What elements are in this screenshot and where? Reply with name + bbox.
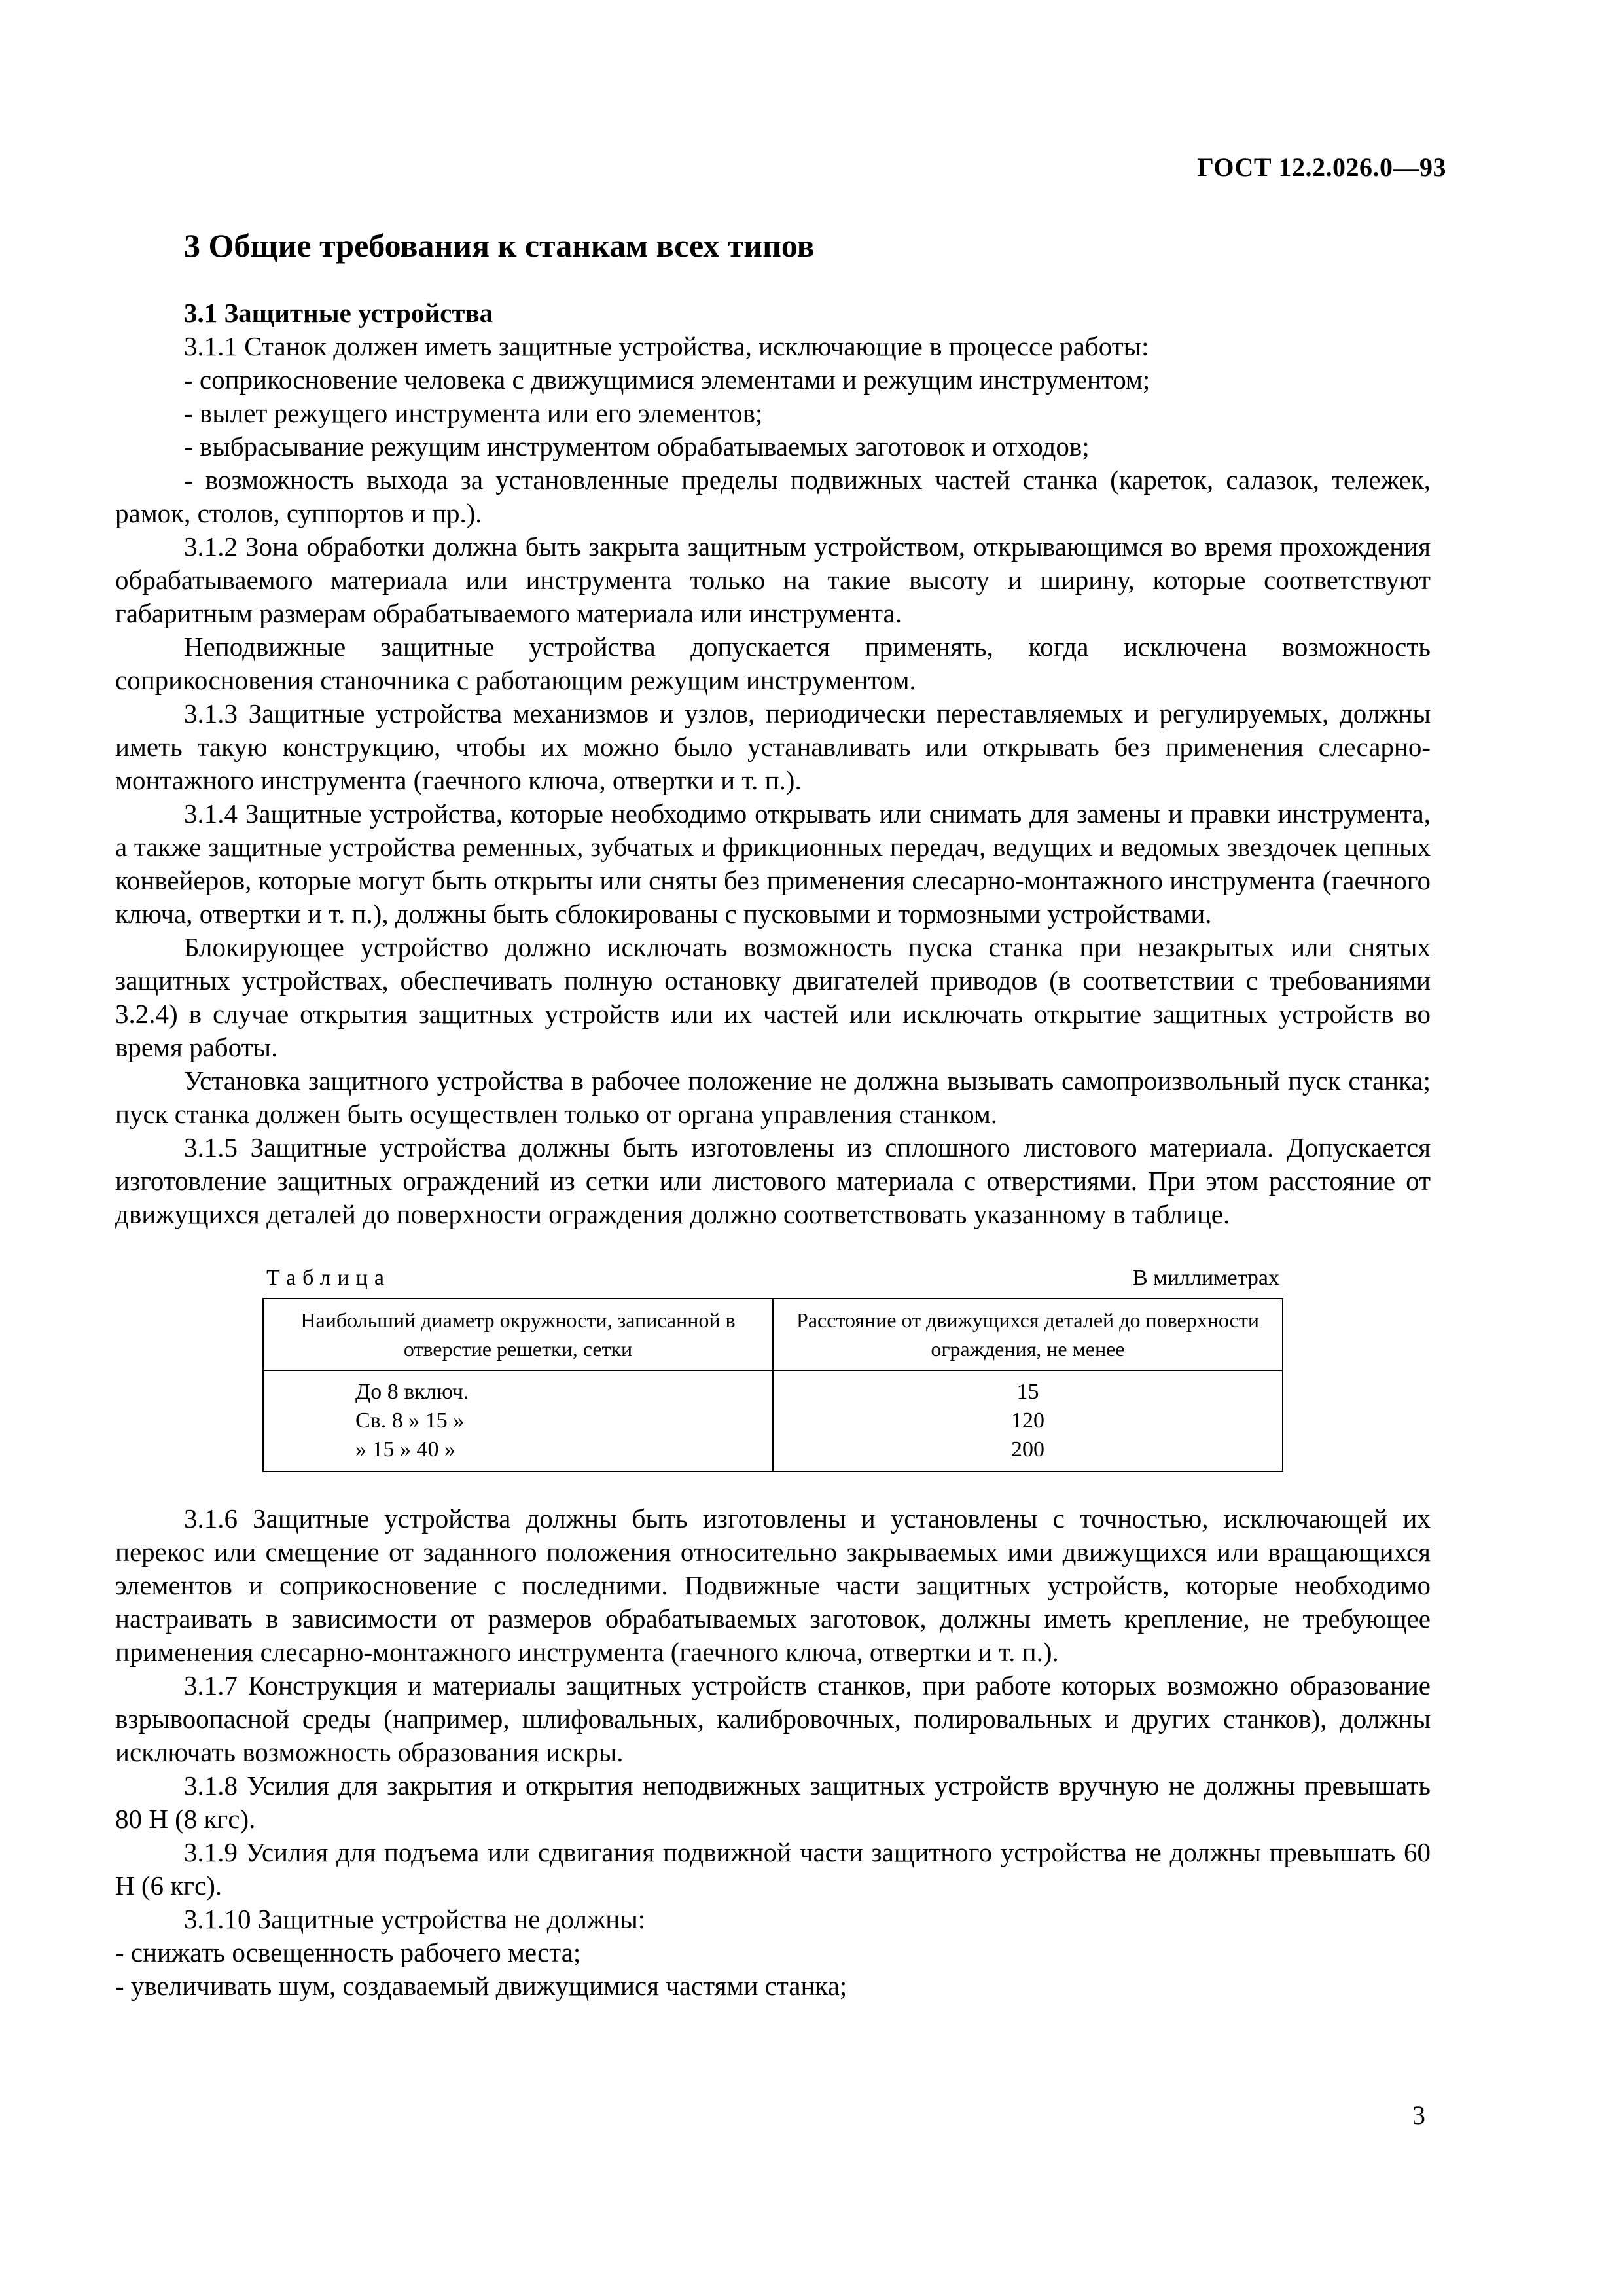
- table-caption: Таблица: [266, 1266, 391, 1290]
- subsection-title: 3.1 Защитные устройства: [184, 298, 493, 328]
- paragraph-3-1-9: 3.1.9 Усилия для подъема или сдвигания подвижной части защитного устройства не должны превышать 60 Н (6 кгс).: [115, 1837, 1431, 1901]
- paragraph-3-1-4: 3.1.4 Защитные устройства, которые необходимо открывать или снимать для замены и правки инструмента, а также защитные устройства ременных, зубчатых и фрикционных передач, ведущих и ведомых звездочек цепных конвейеров, которые могут быть открыты или сняты без применения слесарно-монтажного инструмента (гаечного ключа, отвертки и т. п.), должны быть сблокированы с пусковыми и тормозными устройствами.: [115, 798, 1431, 929]
- section-title: 3 Общие требования к станкам всех типов: [184, 227, 815, 264]
- range-cell: Св. 8 » 15 »: [355, 1408, 465, 1433]
- distance-cell: 15: [1016, 1380, 1039, 1404]
- table-units: В миллиметрах: [1133, 1266, 1279, 1290]
- paragraph-3-1-3: 3.1.3 Защитные устройства механизмов и узлов, периодически переставляемых и регулируемых, должны иметь такую конструкцию, чтобы их можно было устанавливать или открывать без применения слесарно-монтажного инструмента (гаечного ключа, отвертки и т. п.).: [115, 698, 1431, 795]
- paragraph-3-1-4-blocking: Блокирующее устройство должно исключать возможность пуска станка при незакрытых или снятых защитных устройствах, обеспечивать полную остановку двигателей приводов (в соответствии с требованиями 3.2.4) в случае открытия защитных устройств или их частей или исключать открытие защитных устройств во время работы.: [115, 932, 1431, 1062]
- table-row: [263, 1371, 1283, 1471]
- paragraph-3-1-10: 3.1.10 Защитные устройства не должны:: [184, 1904, 646, 1934]
- distance-cell: 120: [1011, 1408, 1044, 1433]
- standard-code-header: ГОСТ 12.2.026.0—93: [1197, 152, 1446, 182]
- distance-table-block: [262, 1264, 1283, 1472]
- distance-cell: 200: [1011, 1437, 1044, 1462]
- paragraph-3-1-2: 3.1.2 Зона обработки должна быть закрыта защитным устройством, открывающимся во время прохождения обрабатываемого материала или инструмента только на такие высоту и ширину, которые соответствуют габаритным размерам обрабатываемого материала или инструмента.: [115, 531, 1431, 628]
- table-cell-distances: [773, 1371, 1283, 1471]
- column-header-distance: Расстояние от движущихся деталей до поверхности ограждения, не менее: [773, 1299, 1283, 1371]
- paragraph-3-1-6: 3.1.6 Защитные устройства должны быть изготовлены и установлены с точностью, исключающей их перекос или смещение от заданного положения относительно закрываемых ими движущихся или вращающихся элементов и соприкосновение с последними. Подвижные части защитных устройств, которые необходимо настраивать в зависимости от размеров обрабатываемых заготовок, должны иметь крепление, не требующее применения слесарно-монтажного инструмента (гаечного ключа, отвертки и т. п.).: [115, 1503, 1431, 1667]
- table-caption-row: [262, 1264, 1283, 1293]
- table-header-row: [263, 1299, 1283, 1371]
- paragraph-3-1-7: 3.1.7 Конструкция и материалы защитных устройств станков, при работе которых возможно образование взрывоопасной среды (например, шлифовальных, калибровочных, полировальных и других станков), должны исключать возможность образования искры.: [115, 1670, 1431, 1767]
- paragraph-3-1-5: 3.1.5 Защитные устройства должны быть изготовлены из сплошного листового материала. Допускается изготовление защитных ограждений из сетки или листового материала с отверстиями. При этом расстояние от движущихся деталей до поверхности ограждения должно соответствовать указанному в таблице.: [115, 1132, 1431, 1229]
- list-item: - снижать освещенность рабочего места;: [115, 1937, 581, 1967]
- list-item: - выбрасывание режущим инструментом обрабатываемых заготовок и отходов;: [184, 431, 1090, 461]
- list-item: - возможность выхода за установленные пределы подвижных частей станка (кареток, салазок, тележек, рамок, столов, суппортов и пр.).: [115, 465, 1431, 528]
- list-item: - увеличивать шум, создаваемый движущимися частями станка;: [115, 1971, 847, 2001]
- list-item: - вылет режущего инструмента или его элементов;: [184, 398, 763, 428]
- page-content: [115, 229, 1431, 2003]
- paragraph-3-1-4-installation: Установка защитного устройства в рабочее положение не должна вызывать самопроизвольный пуск станка; пуск станка должен быть осуществлен только от органа управления станком.: [115, 1066, 1431, 1129]
- paragraph-3-1-2-continued: Неподвижные защитные устройства допускается применять, когда исключена возможность соприкосновения станочника с работающим режущим инструментом.: [115, 632, 1431, 695]
- range-cell: До 8 включ.: [355, 1380, 469, 1404]
- paragraph-3-1-8: 3.1.8 Усилия для закрытия и открытия неподвижных защитных устройств вручную не должны превышать 80 Н (8 кгс).: [115, 1770, 1431, 1834]
- distance-table: [262, 1298, 1283, 1472]
- page-number: 3: [1412, 2100, 1425, 2130]
- paragraph-3-1-1: 3.1.1 Станок должен иметь защитные устройства, исключающие в процессе работы:: [184, 331, 1149, 361]
- column-header-diameter: Наибольший диаметр окружности, записанной в отверстие решетки, сетки: [263, 1299, 773, 1371]
- table-cell-ranges: [263, 1371, 773, 1471]
- range-cell: » 15 » 40 »: [355, 1437, 455, 1462]
- list-item: - соприкосновение человека с движущимися элементами и режущим инструментом;: [184, 365, 1150, 395]
